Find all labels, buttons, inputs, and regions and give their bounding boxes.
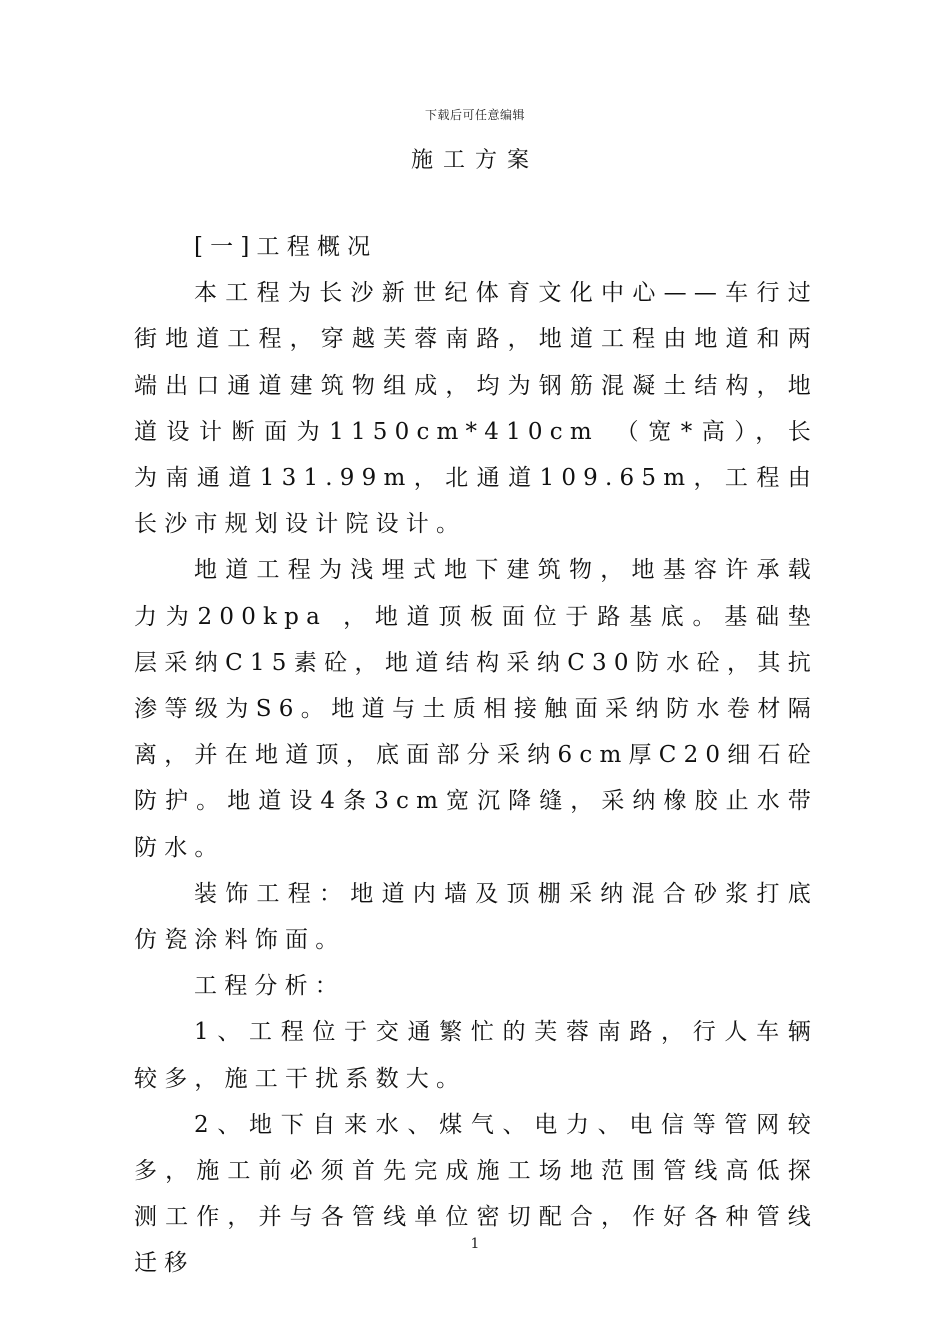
- section-heading: [一]工程概况: [194, 234, 378, 260]
- paragraph-foundation: 地道工程为浅埋式地下建筑物，地基容许承载力为200kpa ，地道顶板面位于路基底。基础垫层采纳C15素砼，地道结构采纳C30防水砼，其抗渗等级为S6。地道与土质相接触面采纳防水卷材隔离，并在地道顶，底面部分采纳6cm厚C20细石砼防护。地道设4条3cm宽沉降缝，采纳橡胶止水带防水。: [134, 557, 818, 861]
- paragraph-analysis-item-2: 2、地下自来水、煤气、电力、电信等管网较多，施工前必须首先完成施工场地范围管线高低探测工作，并与各管线单位密切配合，作好各种管线迁移: [134, 1111, 818, 1277]
- document-body: [134, 224, 818, 1287]
- page-number: 1: [470, 1236, 480, 1252]
- document-title: 施工方案: [410, 148, 539, 173]
- paragraph-decoration: 装饰工程：地道内墙及顶棚采纳混合砂浆打底仿瓷涂料饰面。: [134, 880, 818, 954]
- paragraph-analysis-item-1: 1、工程位于交通繁忙的芙蓉南路，行人车辆较多，施工干扰系数大。: [134, 1019, 818, 1092]
- header-note: 下载后可任意编辑: [424, 108, 525, 122]
- paragraph-analysis-heading: 工程分析：: [194, 973, 345, 1000]
- paragraph-overview: 本工程为长沙新世纪体育文化中心——车行过街地道工程，穿越芙蓉南路，地道工程由地道和两端出口通道建筑物组成，均为钢筋混凝土结构，地道设计断面为1150cm*410cm （宽*高），长为南通道131.99m，北通道109.65m，工程由长沙市规划设计院设计。: [134, 280, 818, 538]
